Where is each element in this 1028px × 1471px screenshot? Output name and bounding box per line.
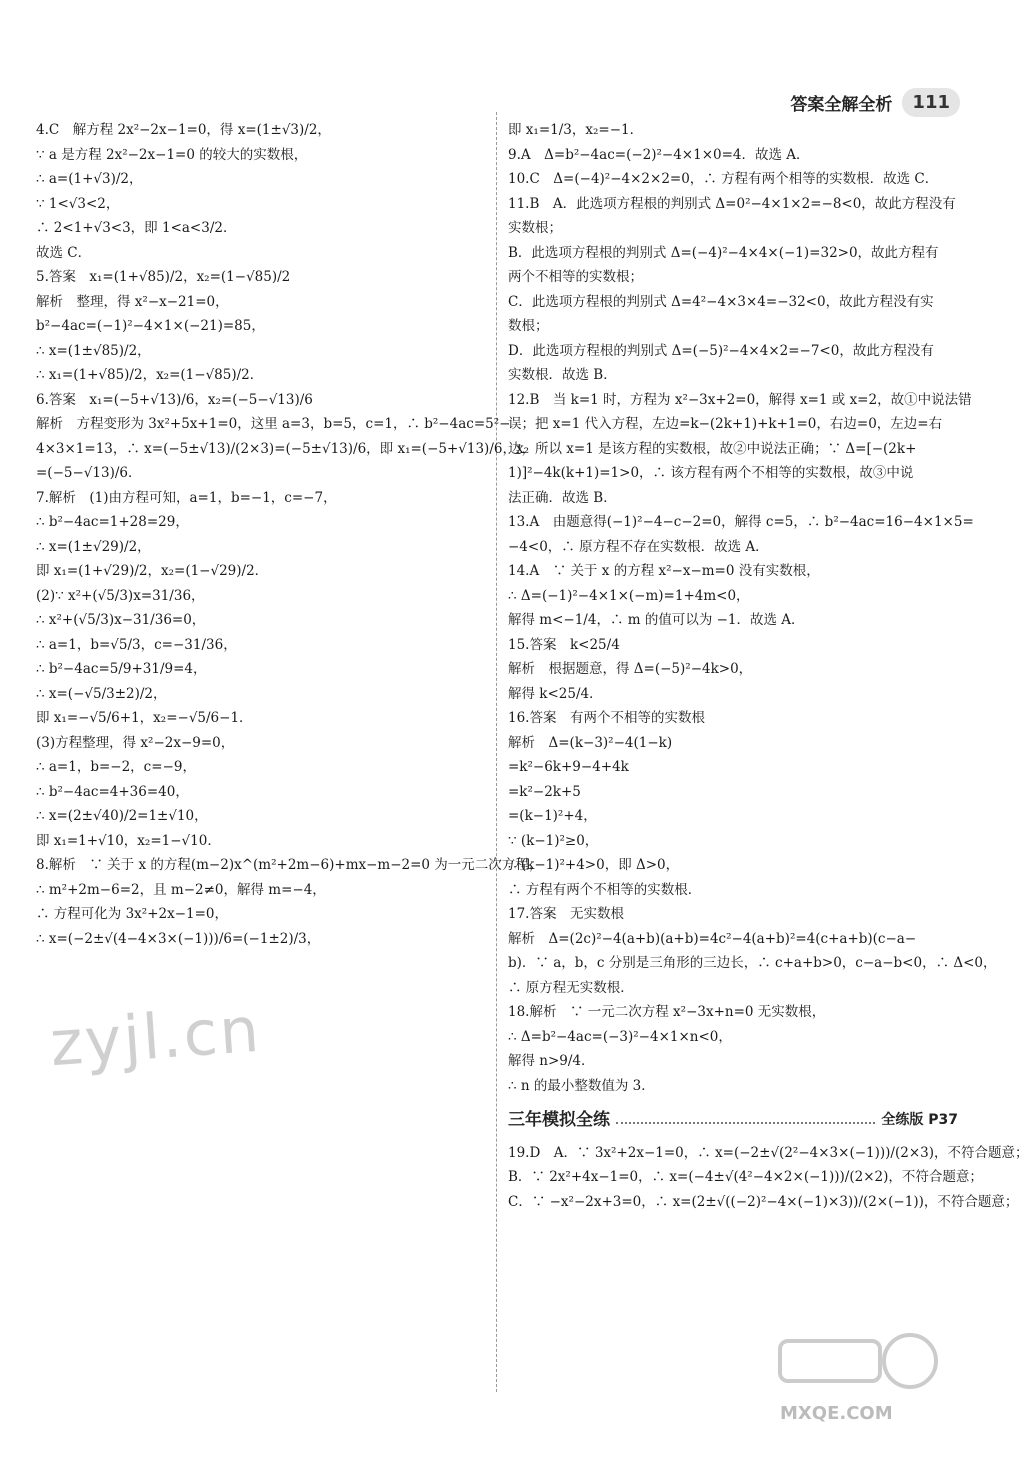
page-number-badge: 111	[902, 88, 960, 117]
text-line: ∴ 方程有两个不相等的实数根．	[508, 881, 702, 898]
logo-circle-icon	[884, 1335, 936, 1387]
text-line: 解得 m<−1/4，∴ m 的值可以为 −1．故选 A．	[508, 612, 805, 628]
text-line: 1)]²−4k(k+1)=1>0，∴ 该方程有两个不相等的实数根，故③中说	[508, 465, 914, 481]
text-line: ∴ x=(−√5/3±2)/2，	[36, 685, 167, 702]
text-line: ∴ b²−4ac=5/9+31/9=4，	[36, 661, 207, 677]
text-line: ∴ 2<1+√3<3，即 1<a<3/2．	[36, 220, 237, 236]
text-line: (2)∵ x²+(√5/3)x=31/36，	[36, 587, 205, 604]
section-dotted-rule	[616, 1122, 875, 1124]
text-line: 12.B 当 k=1 时，方程为 x²−3x+2=0，解得 x=1 或 x=2，故①中说法错	[508, 391, 972, 408]
text-line: B．此选项方程根的判别式 Δ=(−4)²−4×4×(−1)=32>0，故此方程有	[508, 244, 939, 261]
right-column	[508, 118, 1028, 1214]
text-line: 实数根．故选 B．	[508, 367, 617, 383]
text-line: ∴ x=(1±√85)/2，	[36, 342, 151, 359]
text-line: 实数根；	[508, 220, 562, 236]
text-line: ∴ x²+(√5/3)x−31/36=0，	[36, 612, 206, 628]
text-line: ∵ a 是方程 2x²−2x−1=0 的较大的实数根，	[36, 146, 308, 163]
text-line: 数根；	[508, 318, 549, 334]
text-line: 边，所以 x=1 是该方程的实数根，故②中说法正确；∵ Δ=[−(2k+	[508, 440, 917, 457]
column-divider	[496, 112, 497, 1392]
text-line: 即 x₁=1+√10，x₂=1−√10．	[36, 832, 221, 849]
logo-text: MXQE.COM	[780, 1403, 893, 1424]
section-header	[508, 1108, 958, 1133]
text-line: 解得 k<25/4．	[508, 685, 603, 702]
text-line: 19.D A．∵ 3x²+2x−1=0，∴ x=(−2±√(2²−4×3×(−1)))/(2×3)，不符合题意；	[508, 1144, 1028, 1161]
text-line: 13.A 由题意得(−1)²−4−c−2=0，解得 c=5，∴ b²−4ac=16−4×1×5=	[508, 514, 974, 530]
text-line: 14.A ∵ 关于 x 的方程 x²−x−m=0 没有实数根，	[508, 563, 820, 579]
text-line: b)．∵ a，b，c 分别是三角形的三边长，∴ c+a+b>0，c−a−b<0，∴ Δ<0，	[508, 955, 997, 971]
page-header	[790, 88, 960, 117]
text-line: 即 x₁=1/3，x₂=−1．	[508, 122, 644, 138]
text-line: ∴ (k−1)²+4>0，即 Δ>0，	[508, 857, 680, 873]
text-line: =(k−1)²+4，	[508, 808, 597, 824]
section-reference: 全练版 P37	[881, 1112, 958, 1128]
text-line: 4×3×1=13，∴ x=(−5±√13)/(2×3)=(−5±√13)/6，即 x₁=(−5+√13)/6，x₂	[36, 440, 529, 457]
text-line: 6.答案 x₁=(−5+√13)/6，x₂=(−5−√13)/6	[36, 391, 313, 408]
text-line: ∴ 原方程无实数根．	[508, 979, 634, 996]
text-line: 解析 方程变形为 3x²+5x+1=0，这里 a=3，b=5，c=1，∴ b²−4ac=5²−	[36, 416, 511, 432]
text-line: 4.C 解方程 2x²−2x−1=0，得 x=(1±√3)/2，	[36, 122, 331, 138]
text-line: ∴ n 的最小整数值为 3．	[508, 1077, 655, 1094]
text-line: −4<0，∴ 原方程不存在实数根．故选 A．	[508, 538, 769, 555]
text-line: 解析 根据题意，得 Δ=(−5)²−4k>0，	[508, 661, 753, 677]
text-line: ∴ Δ=(−1)²−4×1×(−m)=1+4m<0，	[508, 587, 750, 604]
text-line: 即 x₁=−√5/6+1，x₂=−√5/6−1．	[36, 710, 253, 726]
text-line: ∴ x₁=(1+√85)/2，x₂=(1−√85)/2．	[36, 367, 264, 383]
right-column-lines	[508, 118, 997, 1098]
text-line: C．∵ −x²−2x+3=0，∴ x=(2±√((−2)²−4×(−1)×3))/(2×(−1))，不符合题意；	[508, 1193, 1019, 1210]
text-line: 18.解析 ∵ 一元二次方程 x²−3x+n=0 无实数根，	[508, 1004, 826, 1020]
text-line: =k²−2k+5	[508, 783, 581, 800]
site-logo	[760, 1321, 960, 1431]
text-line: D．此选项方程根的判别式 Δ=(−5)²−4×4×2=−7<0，故此方程没有	[508, 342, 934, 359]
text-line: 7.解析 (1)由方程可知，a=1，b=−1，c=−7，	[36, 489, 337, 506]
text-line: ∵ (k−1)²≥0，	[508, 832, 599, 849]
text-line: ∴ a=1，b=√5/3，c=−31/36，	[36, 636, 237, 653]
text-line: ∴ a=1，b=−2，c=−9，	[36, 759, 196, 775]
text-line: 解析 Δ=(2c)²−4(a+b)(a+b)=4c²−4(a+b)²=4(c+a+b)(c−a−	[508, 930, 917, 947]
text-line: b²−4ac=(−1)²−4×1×(−21)=85，	[36, 318, 265, 334]
text-line: ∴ b²−4ac=4+36=40，	[36, 783, 189, 800]
text-line: ∵ 1<√3<2，	[36, 195, 120, 212]
text-line: B．∵ 2x²+4x−1=0，∴ x=(−4±√(4²−4×2×(−1)))/(2×2)，不符合题意；	[508, 1169, 983, 1185]
text-line: (3)方程整理，得 x²−2x−9=0，	[36, 734, 235, 751]
text-line: 5.答案 x₁=(1+√85)/2，x₂=(1−√85)/2	[36, 269, 291, 285]
text-line: ∴ a=(1+√3)/2，	[36, 171, 143, 187]
text-line: 两个不相等的实数根；	[508, 269, 643, 285]
text-line: ∴ x=(1±√29)/2，	[36, 538, 151, 555]
text-line: =(−5−√13)/6．	[36, 465, 142, 481]
text-line: 即 x₁=(1+√29)/2，x₂=(1−√29)/2．	[36, 563, 269, 579]
text-line: =k²−6k+9−4+4k	[508, 759, 629, 775]
text-line: C．此选项方程根的判别式 Δ=4²−4×3×4=−32<0，故此方程没有实	[508, 293, 934, 310]
text-line: 误；把 x=1 代入方程，左边=k−(2k+1)+k+1=0，右边=0，左边=右	[508, 416, 943, 432]
left-column	[36, 118, 543, 951]
text-line: 9.A Δ=b²−4ac=(−2)²−4×1×0=4．故选 A．	[508, 146, 810, 163]
text-line: 11.B A．此选项方程根的判别式 Δ=0²−4×1×2=−8<0，故此方程没有	[508, 195, 956, 212]
text-line: 解得 n>9/4．	[508, 1053, 595, 1069]
logo-box-icon	[780, 1341, 880, 1381]
text-line: 故选 C．	[36, 244, 92, 261]
text-line: 8.解析 ∵ 关于 x 的方程(m−2)x^(m²+2m−6)+mx−m−2=0 为一元二次方程，	[36, 857, 543, 873]
text-line: 解析 Δ=(k−3)²−4(1−k)	[508, 734, 673, 751]
text-line: 10.C Δ=(−4)²−4×2×2=0，∴ 方程有两个相等的实数根．故选 C．	[508, 171, 939, 187]
text-line: ∴ m²+2m−6=2，且 m−2≠0，解得 m=−4，	[36, 881, 326, 898]
text-line: 解析 整理，得 x²−x−21=0，	[36, 293, 229, 310]
text-line: ∴ b²−4ac=1+28=29，	[36, 514, 189, 530]
text-line: 17.答案 无实数根	[508, 906, 624, 922]
text-line: ∴ x=(−2±√(4−4×3×(−1)))/6=(−1±2)/3，	[36, 930, 321, 947]
text-line: 15.答案 k<25/4	[508, 636, 620, 653]
text-line: 法正确．故选 B．	[508, 489, 617, 506]
watermark: zyjl.cn	[47, 992, 264, 1081]
text-line: ∴ 方程可化为 3x²+2x−1=0，	[36, 906, 229, 922]
text-line: ∴ x=(2±√40)/2=1±√10，	[36, 808, 208, 824]
header-title: 答案全解全析	[790, 95, 893, 115]
text-line: 16.答案 有两个不相等的实数根	[508, 710, 705, 726]
section-title: 三年模拟全练	[508, 1110, 610, 1130]
right-column-after-lines	[508, 1141, 1028, 1215]
text-line: ∴ Δ=b²−4ac=(−3)²−4×1×n<0，	[508, 1028, 732, 1045]
